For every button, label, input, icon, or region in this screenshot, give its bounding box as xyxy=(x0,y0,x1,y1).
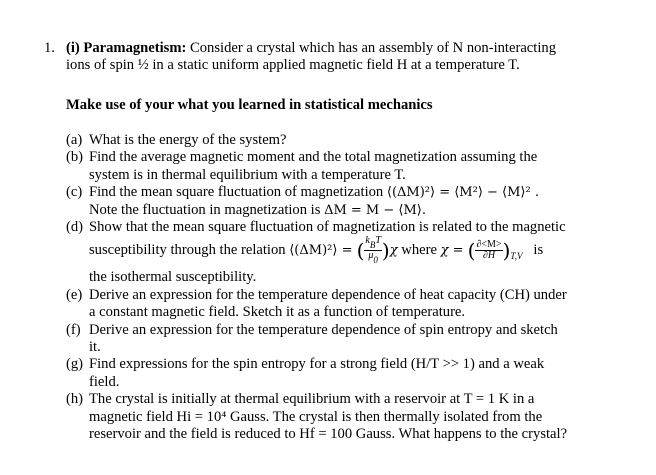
item-text: Find the average magnetic moment and the total magnetization assuming the xyxy=(89,149,538,166)
item-text: the isothermal susceptibility. xyxy=(89,269,257,286)
item-c xyxy=(66,184,646,219)
item-text xyxy=(89,184,646,201)
item-text: field. xyxy=(89,373,120,390)
item-text: it. xyxy=(89,338,101,355)
instruction-heading: Make use of your what you learned in statistical mechanics xyxy=(66,97,433,113)
item-text: magnetic field Hi = 10⁴ Gauss. The crystal is then thermally isolated from the xyxy=(89,408,543,425)
relation-lhs: ⟨(ΔM)²⟩ = xyxy=(289,243,357,259)
item-text: system is in thermal equilibrium with a temperature T. xyxy=(89,166,406,183)
item-g xyxy=(66,356,646,391)
item-label: (g) xyxy=(66,356,84,373)
item-label: (c) xyxy=(66,184,83,201)
question-intro xyxy=(66,40,636,75)
question-number: 1. xyxy=(44,40,55,56)
intro-line-1-text: Consider a crystal which has an assembly of N non-interacting xyxy=(186,40,556,56)
item-label: (e) xyxy=(66,286,83,303)
item-text xyxy=(89,202,646,219)
item-label: (a) xyxy=(66,132,83,148)
item-label: (h) xyxy=(66,391,84,408)
item-text: Derive an expression for the temperature dependence of spin entropy and sketch xyxy=(89,321,558,338)
item-text: What is the energy of the system? xyxy=(89,132,287,148)
item-text: Derive an expression for the temperature dependence of heat capacity (CH) under xyxy=(89,286,567,303)
item-b xyxy=(66,149,646,184)
item-label: (f) xyxy=(66,321,81,338)
item-text: Show that the mean square fluctuation of magnetization is related to the magnetic xyxy=(89,219,566,236)
chi-definition: χ = xyxy=(440,243,468,259)
item-c-note-equation: ΔM = M − ⟨M⟩. xyxy=(324,202,426,218)
fraction-kbt-over-mu0: $\frac{\text{kBT}}{\mu 0}$ xyxy=(365,235,381,266)
item-c-note: Note the fluctuation in magnetization is xyxy=(89,201,325,218)
item-text: a constant magnetic field. Sketch it as a function of temperature. xyxy=(89,304,466,321)
intro-line-2: ions of spin ½ in a static uniform applied magnetic field H at a temperature T. xyxy=(66,57,520,74)
where-text: where xyxy=(397,242,441,259)
item-a xyxy=(66,132,646,149)
sub-question-list xyxy=(66,132,646,443)
item-text: Find expressions for the spin entropy for a strong field (H/T >> 1) and a weak xyxy=(89,356,545,373)
intro-line-1 xyxy=(66,40,636,57)
partial-subscript: T,V xyxy=(510,251,523,262)
item-c-text: Find the mean square fluctuation of magnetization xyxy=(89,184,387,201)
item-c-equation: ⟨(ΔM)²⟩ = ⟨M²⟩ − ⟨M⟩² . xyxy=(386,185,539,201)
item-d-text: susceptibility through the relation xyxy=(89,242,290,259)
chi-symbol: χ xyxy=(389,243,398,259)
item-label: (d) xyxy=(66,219,84,236)
is-text: is xyxy=(533,242,544,259)
item-text: The crystal is initially at thermal equilibrium with a reservoir at T = 1 K in a xyxy=(89,391,535,408)
item-e xyxy=(66,287,646,322)
fraction-dm-dh: $\frac{\partial<M>}{\partial H}$ xyxy=(476,239,502,262)
item-f xyxy=(66,322,646,357)
item-h xyxy=(66,391,646,443)
item-text: reservoir and the field is reduced to Hf = 100 Gauss. What happens to the crystal? xyxy=(89,425,568,442)
question-title: (i) Paramagnetism: xyxy=(66,40,187,56)
item-d-relation-line: susceptibility through the relation ⟨(ΔM)²⟩ = ( $\frac{\text{kBT}}{\mu 0}$ )χ where χ = ( $\frac{\partial<M>}{\partial H}$ )$_{T,V}$ is xyxy=(89,235,544,266)
item-label: (b) xyxy=(66,149,84,166)
item-d xyxy=(66,219,646,287)
